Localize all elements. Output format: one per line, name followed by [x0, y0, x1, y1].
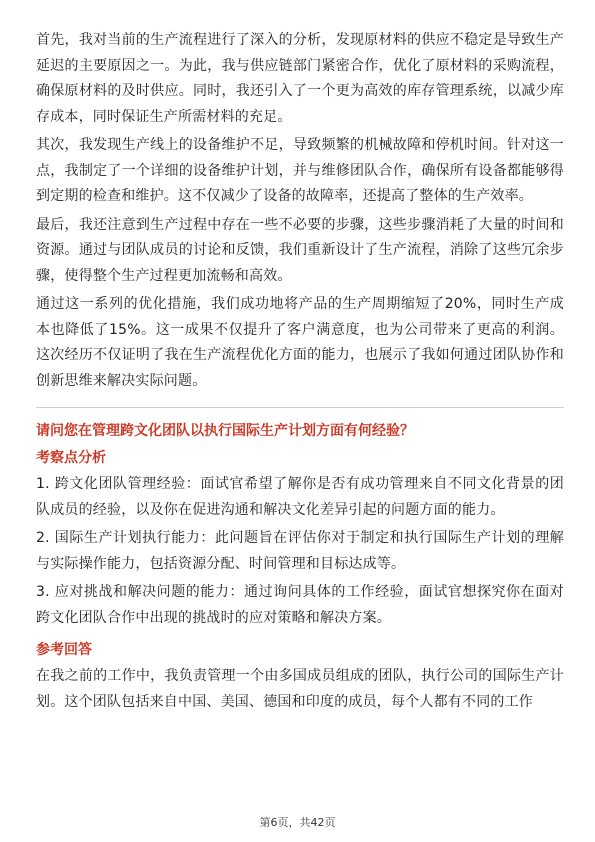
analysis-item-3: 3. 应对挑战和解决问题的能力：通过询问具体的工作经验，面试官想探究你在面对跨文化团队合作中出现的挑战时的应对策略和解决方案。: [36, 584, 564, 626]
section-divider: [36, 407, 564, 408]
question-title: 请问您在管理跨文化团队以执行国际生产计划方面有何经验？: [36, 423, 414, 439]
body-paragraph-4: 通过这一系列的优化措施，我们成功地将产品的生产周期缩短了20%，同时生产成本也降低了15%。这一成果不仅提升了客户满意度，也为公司带来了更高的利润。这次经历不仅证明了我在生产流程优化方面的能力，也展示了我如何通过团队协作和创新思维来解决实际问题。: [36, 296, 564, 389]
analysis-heading: 考察点分析: [36, 450, 106, 466]
body-paragraph-1: 首先，我对当前的生产流程进行了深入的分析，发现原材料的供应不稳定是导致生产延迟的主要原因之一。为此，我与供应链部门紧密合作，优化了原材料的采购流程，确保原材料的及时供应。同时，我还引入了一个更为高效的库存管理系统，以减少库存成本，同时保证生产所需材料的充足。: [36, 32, 564, 125]
answer-heading: 参考回答: [36, 642, 92, 658]
page-content: [36, 28, 564, 718]
analysis-item-1: 1. 跨文化团队管理经验：面试官希望了解你是否有成功管理来自不同文化背景的团队成员的经验，以及你在促进沟通和解决文化差异引起的问题方面的能力。: [36, 476, 564, 518]
body-paragraph-3: 最后，我还注意到生产过程中存在一些不必要的步骤，这些步骤消耗了大量的时间和资源。通过与团队成员的讨论和反馈，我们重新设计了生产流程，消除了这些冗余步骤，使得整个生产过程更加流畅和高效。: [36, 216, 564, 284]
analysis-item-2: 2. 国际生产计划执行能力：此问题旨在评估你对于制定和执行国际生产计划的理解与实际操作能力，包括资源分配、时间管理和目标达成等。: [36, 530, 564, 572]
body-paragraph-2: 其次，我发现生产线上的设备维护不足，导致频繁的机械故障和停机时间。针对这一点，我制定了一个详细的设备维护计划，并与维修团队合作，确保所有设备都能够得到定期的检查和维护。这不仅减少了设备的故障率，还提高了整体的生产效率。: [36, 137, 564, 204]
page-number: 第6页，共42页: [259, 816, 336, 829]
answer-paragraph: 在我之前的工作中，我负责管理一个由多国成员组成的团队，执行公司的国际生产计划。这个团队包括来自中国、美国、德国和印度的成员，每个人都有不同的工作: [36, 668, 564, 710]
